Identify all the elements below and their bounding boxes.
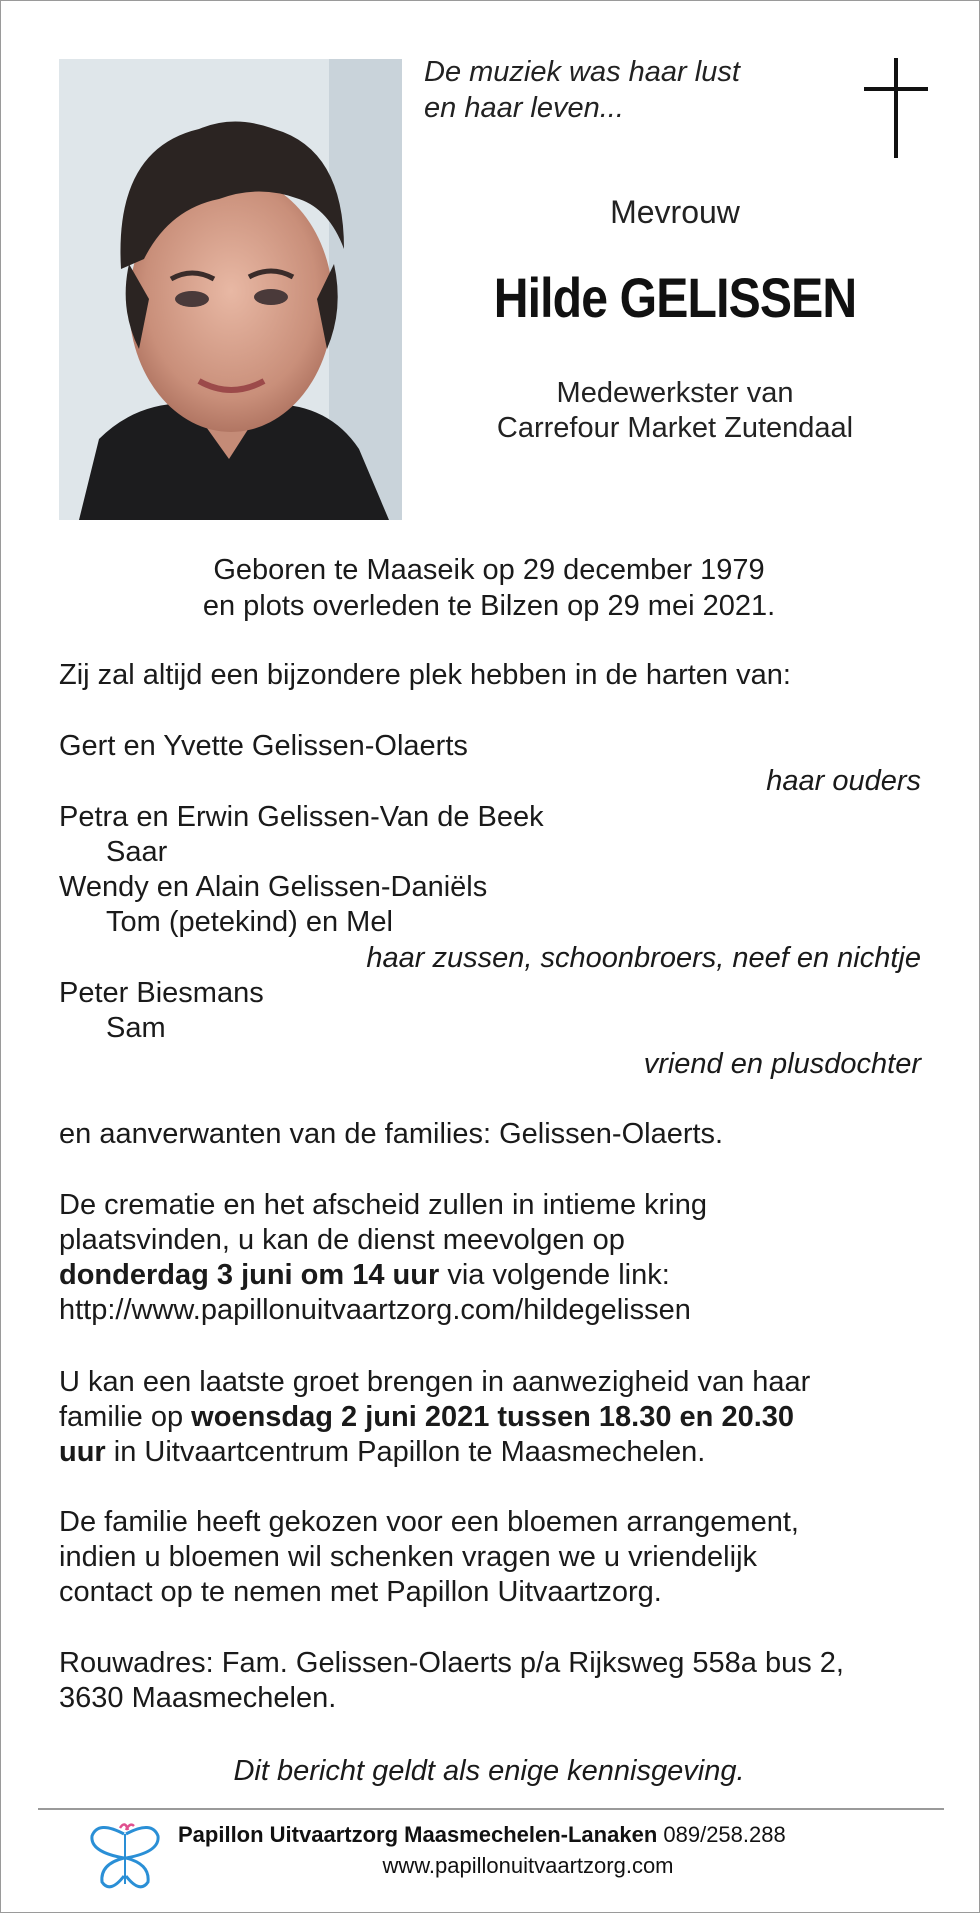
closing-note: Dit bericht geldt als enige kennisgeving. — [233, 1755, 745, 1787]
cremation-date: donderdag 3 juni om 14 uur — [59, 1259, 440, 1291]
family-relation: vriend en plusdochter — [643, 1048, 921, 1080]
family-member: Petra en Erwin Gelissen-Van de Beek — [59, 801, 544, 833]
family-child: Saar — [106, 836, 168, 868]
death-line: en plots overleden te Bilzen op 29 mei 2021. — [202, 590, 776, 622]
footer-divider — [38, 1808, 944, 1810]
quote-line: De muziek was haar lust — [424, 56, 740, 88]
occupation — [400, 376, 950, 446]
family-member: Peter Biesmans — [59, 977, 264, 1009]
cross-icon — [856, 58, 936, 162]
visit-paragraph — [59, 1365, 939, 1470]
visit-line — [59, 1400, 939, 1435]
flowers-line: De familie heeft gekozen voor een bloemen arrangement, — [59, 1506, 799, 1538]
family-relation: haar zussen, schoonbroers, neef en nichtje — [366, 942, 921, 974]
flowers-line: contact op te nemen met Papillon Uitvaartzorg. — [59, 1576, 662, 1608]
memorial-quote — [424, 54, 740, 126]
company-phone: 089/258.288 — [657, 1822, 786, 1847]
cremation-line — [59, 1258, 939, 1293]
company-info — [178, 1822, 786, 1848]
occupation-line: Medewerkster van — [556, 377, 794, 409]
cremation-paragraph — [59, 1188, 939, 1328]
salutation: Mevrouw — [610, 194, 740, 230]
family-relation: haar ouders — [766, 765, 921, 797]
family-child: Sam — [106, 1012, 166, 1044]
visit-line — [59, 1435, 939, 1470]
cremation-line-rest: via volgende link: — [439, 1259, 670, 1291]
family-child: Tom (petekind) en Mel — [106, 906, 393, 938]
address-line: Rouwadres: Fam. Gelissen-Olaerts p/a Rijksweg 558a bus 2, — [59, 1647, 844, 1679]
visit-date-end: uur — [59, 1436, 106, 1468]
deceased-name: Hilde GELISSEN — [493, 266, 857, 329]
intro-text: Zij zal altijd een bijzondere plek hebben in de harten van: — [59, 659, 791, 691]
butterfly-logo-icon — [84, 1818, 166, 1896]
livestream-link[interactable]: http://www.papillonuitvaartzorg.com/hildegelissen — [59, 1294, 691, 1326]
visit-line-rest: in Uitvaartcentrum Papillon te Maasmechelen. — [105, 1436, 706, 1468]
visit-date: woensdag 2 juni 2021 tussen 18.30 en 20.30 — [191, 1401, 795, 1433]
visit-line: U kan een laatste groet brengen in aanwezigheid van haar — [59, 1366, 811, 1398]
occupation-line: Carrefour Market Zutendaal — [496, 412, 854, 444]
flowers-line: indien u bloemen wil schenken vragen we u vriendelijk — [59, 1541, 758, 1573]
birth-line: Geboren te Maaseik op 29 december 1979 — [213, 554, 765, 586]
birth-death-info — [59, 552, 919, 624]
flowers-paragraph — [59, 1505, 939, 1610]
cremation-line: De crematie en het afscheid zullen in intieme kring — [59, 1189, 707, 1221]
visit-line-pre: familie op — [59, 1401, 192, 1433]
quote-line: en haar leven... — [424, 92, 624, 124]
cremation-line: plaatsvinden, u kan de dienst meevolgen op — [59, 1224, 625, 1256]
portrait-photo — [59, 59, 402, 520]
family-member: Wendy en Alain Gelissen-Daniëls — [59, 871, 488, 903]
company-website[interactable]: www.papillonuitvaartzorg.com — [382, 1853, 674, 1878]
address-paragraph — [59, 1646, 939, 1716]
address-line: 3630 Maasmechelen. — [59, 1682, 337, 1714]
relatives-text: en aanverwanten van de families: Gelissen-Olaerts. — [59, 1118, 724, 1150]
company-name: Papillon Uitvaartzorg Maasmechelen-Lanaken — [178, 1822, 658, 1847]
family-member: Gert en Yvette Gelissen-Olaerts — [59, 730, 468, 762]
